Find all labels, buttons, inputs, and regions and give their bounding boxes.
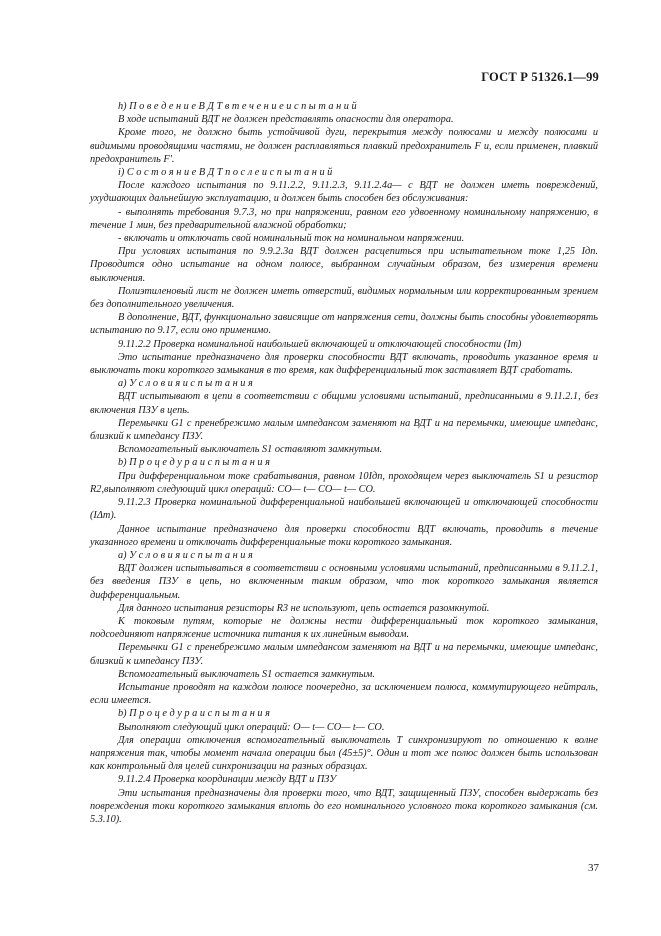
section-heading: 9.11.2.2 Проверка номинальной наибольшей включающей и отключающей способности (Im): [118, 338, 522, 350]
paragraph: При условиях испытания по 9.9.2.3а ВДТ должен расцепиться при испытательном токе 1,25 Iдп. Проводится одно испытание на одном полюсе, выбранном случайным образом, без измерения времени выключения.: [90, 246, 598, 284]
list-item: - выполнять требования 9.7.3, но при напряжении, равном его удвоенному номинальному напряжению, в течение 1 мин, без предварительной влажной обработки;: [90, 206, 598, 231]
paragraph: Для данного испытания резисторы R3 не используют, цепь остается разомкнутой.: [118, 602, 490, 614]
list-item: - включать и отключать свой номинальный ток на номинальном напряжении.: [118, 233, 465, 245]
paragraph: Для операции отключения вспомогательный выключатель T синхронизируют по отношению к волне напряжения так, чтобы момент начала операции был (45±5)°. Один и тот же полюс должен быть использован как контрольный для целей синхронизации на разных образцах.: [90, 734, 598, 773]
paragraph: Испытание проводят на каждом полюсе поочередно, за исключением полюса, коммутирующего нейтраль, если имеется.: [90, 681, 598, 707]
standard-header: ГОСТ Р 51326.1—99: [481, 70, 599, 84]
paragraph: ВДТ испытывают в цепи в соответствии с общими условиями испытаний, предписанными в 9.11.2.1, без включения ПЗУ в цепь.: [90, 391, 598, 416]
body-text: [90, 100, 598, 826]
paragraph: Вспомогательный выключатель S1 остается замкнутым.: [118, 668, 375, 680]
paragraph: Полиэтиленовый лист не должен иметь отверстий, видимых нормальным или корректированным зрением без дополнительного увеличения.: [90, 285, 598, 311]
subheading: h) П о в е д е н и е В Д Т в т е ч е н и е и с п ы т а н и й: [118, 101, 357, 112]
subheading: а) У с л о в и я и с п ы т а н и я: [118, 549, 253, 561]
subheading: а) У с л о в и я и с п ы т а н и я: [118, 378, 253, 390]
paragraph: Это испытание предназначено для проверки способности ВДТ включать, проводить указанное время и выключать токи короткого замыкания в то время, как дифференциальный ток заставляет ВДТ сработать.: [90, 351, 598, 377]
section-heading: 9.11.2.3 Проверка номинальной дифференциальной наибольшей включающей и отключающей способности (IΔm).: [90, 497, 598, 522]
paragraph: Перемычки G1 с пренебрежимо малым импедансом заменяют на ВДТ и на перемычки, имеющие импеданс, близкий к импедансу ПЗУ.: [90, 642, 598, 667]
subheading: i) С о с т о я н и е В Д Т п о с л е и с п ы т а н и й: [118, 167, 333, 179]
paragraph: В ходе испытаний ВДТ не должен представлять опасности для оператора.: [118, 114, 454, 126]
paragraph: Выполняют следующий цикл операций: O— t— CO— t— CO.: [118, 721, 385, 733]
paragraph: Данное испытание предназначено для проверки способности ВДТ включать, проводить в течение указанного времени и отключать дифференциальные токи короткого замыкания.: [90, 523, 598, 548]
page-number: 37: [588, 862, 599, 874]
paragraph: При дифференциальном токе срабатывания, равном 10Iдп, проходящем через выключатель S1 и резистор R2,выполняют следующий цикл операций: CO— t— CO— t— CO.: [90, 470, 598, 495]
section-heading: 9.11.2.4 Проверка координации между ВДТ и ПЗУ: [118, 774, 337, 786]
subheading: b) П р о ц е д у р а и с п ы т а н и я: [118, 708, 270, 720]
paragraph: ВДТ должен испытываться в соответствии с основными условиями испытаний, предписанными в 9.11.2.1, без введения ПЗУ в цепь, но включенным таким образом, что ток короткого замыкания является дифференциальным.: [90, 563, 598, 601]
paragraph: Перемычки G1 с пренебрежимо малым импедансом заменяют на ВДТ и на перемычки, имеющие импеданс, близкий к импедансу ПЗУ.: [90, 417, 598, 443]
paragraph: Эти испытания предназначены для проверки того, что ВДТ, защищенный ПЗУ, способен выдержать без повреждения токи короткого замыкания вплоть до его номинального условного тока короткого замыкания (см. 5.3.10).: [90, 787, 598, 825]
paragraph: После каждого испытания по 9.11.2.2, 9.11.2.3, 9.11.2.4а— с ВДТ не должен иметь повреждений, ухудшающих дальнейшую эксплуатацию, и должен быть способен без обслуживания:: [90, 180, 598, 205]
subheading: b) П р о ц е д у р а и с п ы т а н и я: [118, 457, 270, 469]
paragraph: В дополнение, ВДТ, функционально зависящие от напряжения сети, должны быть способны удовлетворять испытанию по 9.17, если оно применимо.: [90, 312, 598, 337]
paragraph: Вспомогательный выключатель S1 оставляют замкнутым.: [118, 444, 383, 456]
paragraph: К токовым путям, которые не должны нести дифференциальный ток короткого замыкания, подсоединяют напряжение источника питания к их линейным выводам.: [90, 615, 598, 641]
paragraph: Кроме того, не должно быть устойчивой дуги, перекрытия между полюсами и между полюсами и видимыми проводящими частями, не должен расплавляться плавкий предохранитель F и, если применен, плавкий предохранитель F'.: [90, 127, 598, 165]
